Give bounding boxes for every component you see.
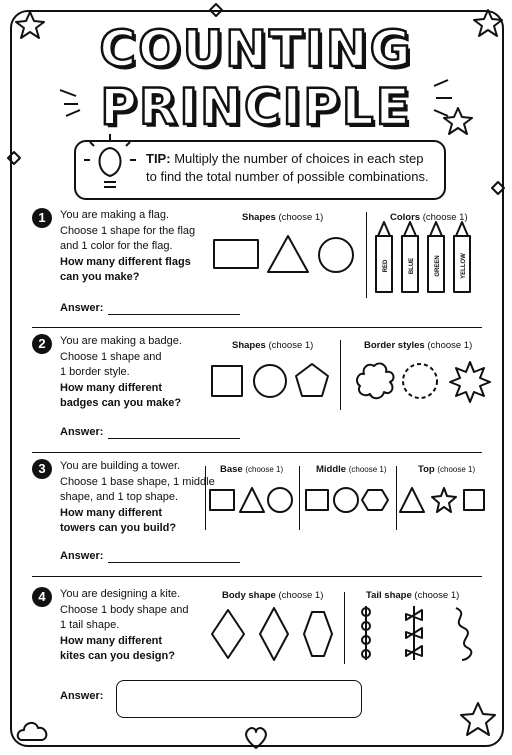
- problem-4-number: 4: [32, 587, 52, 607]
- problem-4-text: [60, 587, 220, 665]
- group-note: (choose 1): [268, 340, 314, 351]
- group-note: (choose 1): [427, 340, 473, 351]
- problem-2-separator: [340, 340, 341, 410]
- problem-1-answer-line[interactable]: [108, 314, 240, 315]
- problem-4-question: How many different: [60, 634, 163, 647]
- problem-2-question: badges can you make?: [60, 397, 182, 409]
- problem-4-body-header: [222, 590, 323, 601]
- problem-3-separator: [396, 466, 397, 530]
- problem-4-separator: [344, 592, 345, 664]
- problem-1-question: can you make?: [60, 271, 140, 283]
- title-line-1: COUNTING: [99, 20, 413, 78]
- group-title: Colors: [390, 212, 421, 223]
- problem-3-base-header: [220, 464, 283, 475]
- problem-3-line: Choose 1 base shape, 1 middle: [60, 475, 215, 488]
- problem-1-number: 1: [32, 208, 52, 228]
- group-title: Border styles: [364, 340, 425, 351]
- problem-3-answer-line[interactable]: [108, 562, 240, 563]
- group-note: (choose 1): [414, 590, 460, 601]
- group-note: (choose 1): [278, 590, 324, 601]
- problem-3-question: How many different: [60, 506, 163, 519]
- problem-4-line: Choose 1 body shape and: [60, 603, 189, 616]
- problem-2-shapes-header: [232, 340, 313, 351]
- problem-4-line: You are designing a kite.: [60, 588, 181, 600]
- crayon-label: YELLOW: [461, 253, 467, 279]
- problem-1-line: You are making a flag.: [60, 209, 170, 221]
- group-title: Shapes: [232, 340, 266, 351]
- title-line-2: PRINCIPLE: [100, 78, 412, 136]
- group-title: Middle: [316, 464, 347, 475]
- crayon-label: BLUE: [409, 257, 415, 275]
- tip-label: TIP:: [146, 151, 171, 166]
- tip-body: Multiply the number of choices in each step to find the total number of possible combinations.: [146, 151, 429, 184]
- problem-1-separator: [366, 212, 367, 298]
- problem-3-question: towers can you build?: [60, 522, 177, 534]
- problem-4-answer-box[interactable]: [116, 680, 362, 718]
- problem-4-question: kites can you design?: [60, 650, 175, 662]
- problem-2-line: 1 border style.: [60, 366, 130, 378]
- problem-1-shapes-header: [242, 212, 323, 223]
- group-title: Body shape: [222, 590, 276, 601]
- problem-3-separator: [205, 466, 206, 530]
- problem-3-answer-label: Answer:: [60, 550, 104, 562]
- group-note: (choose 1): [278, 212, 324, 223]
- problem-2-answer-line[interactable]: [108, 438, 240, 439]
- problem-2-number: 2: [32, 334, 52, 354]
- problem-1-line: Choose 1 shape for the flag: [60, 224, 196, 237]
- problem-1-answer-label: Answer:: [60, 302, 104, 314]
- group-title: Base: [220, 464, 243, 475]
- group-note: (choose 1): [422, 212, 468, 223]
- problem-3-number: 3: [32, 459, 52, 479]
- problem-1-colors-header: [390, 212, 468, 223]
- problem-3-line: You are building a tower.: [60, 460, 181, 472]
- problem-2-question: How many different: [60, 381, 163, 394]
- problem-2-answer-label: Answer:: [60, 426, 104, 438]
- crayon-label: RED: [383, 259, 389, 273]
- problem-3-top-header: [418, 464, 475, 475]
- group-title: Top: [418, 464, 435, 475]
- problem-3-middle-header: [316, 464, 387, 475]
- section-divider: [32, 327, 482, 328]
- group-note: (choose 1): [348, 465, 387, 474]
- section-divider: [32, 452, 482, 453]
- group-note: (choose 1): [245, 465, 284, 474]
- problem-3-text: [60, 459, 220, 537]
- group-title: Shapes: [242, 212, 276, 223]
- problem-2-line: You are making a badge.: [60, 335, 182, 347]
- group-note: (choose 1): [437, 465, 476, 474]
- problem-1-text: [60, 208, 220, 286]
- problem-2-line: Choose 1 shape and: [60, 350, 162, 363]
- problem-4-answer-label: Answer:: [60, 690, 104, 702]
- problem-2-borders-header: [364, 340, 472, 351]
- problem-4-tail-header: [366, 590, 459, 601]
- problem-3-line: shape, and 1 top shape.: [60, 491, 179, 503]
- section-divider: [32, 576, 482, 577]
- tip-text: [146, 150, 436, 186]
- problem-3-separator: [299, 466, 300, 530]
- problem-1-line: and 1 color for the flag.: [60, 240, 173, 252]
- crayon-label: GREEN: [435, 255, 441, 277]
- problem-1-question: How many different flags: [60, 255, 191, 268]
- problem-2-text: [60, 334, 220, 412]
- problem-4-line: 1 tail shape.: [60, 619, 120, 631]
- group-title: Tail shape: [366, 590, 412, 601]
